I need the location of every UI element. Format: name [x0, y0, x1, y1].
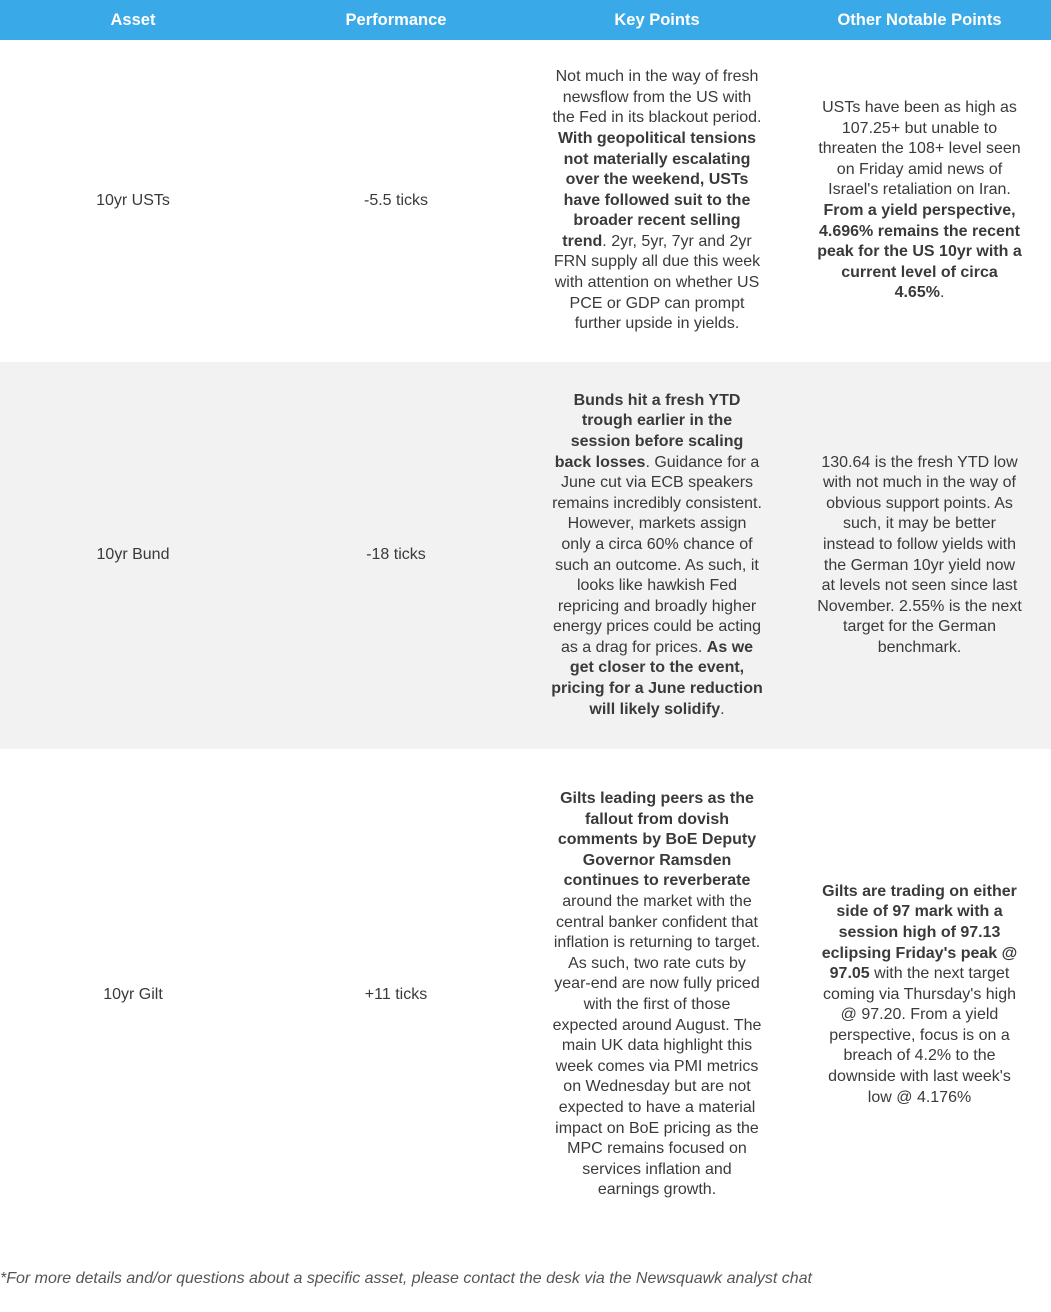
key-points-cell	[526, 40, 788, 362]
header-key-points: Key Points	[526, 0, 788, 40]
key-points-highlight: Bunds hit a fresh YTD trough earlier in the session before scaling back losses	[554, 391, 744, 471]
key-points-text: . Guidance for a June cut via ECB speakers remains incredibly consistent. However, markets assign only a circa 60% chance of such an outcome. As such, it looks like hawkish Fed repricing and broadly higher energy prices could be acting as a drag for prices.	[552, 453, 762, 656]
other-points-text: 130.64 is the fresh YTD low with not much in the way of obvious support points. As such, it may be better instead to follow yields with the German 10yr yield now at levels not seen since last November. 2.55% is the next target for the German benchmark.	[817, 453, 1022, 656]
asset-cell: 10yr USTs	[96, 191, 170, 209]
key-points-highlight: Gilts leading peers as the fallout from dovish comments by BoE Deputy Governor Ramsden continues to reverberate	[557, 790, 757, 890]
table-row	[0, 362, 1051, 749]
key-points-highlight: As we get closer to the event, pricing for a June reduction will likely solidify	[551, 638, 763, 718]
footnote: *For more details and/or questions about a specific asset, please contact the desk via the Newsquawk analyst chat	[0, 1270, 812, 1287]
table-header-row	[0, 0, 1051, 40]
key-points-highlight: With geopolitical tensions not materially escalating over the weekend, USTs have followed suit to the broader recent selling trend	[557, 129, 757, 250]
asset-cell: 10yr Gilt	[0, 749, 266, 1241]
other-points-text: with the next target coming via Thursday's high @ 97.20. From a yield perspective, focus is on a breach of 4.2% to the downside with last week's low @ 4.176%	[822, 965, 1017, 1106]
table-row	[0, 749, 1051, 1241]
key-points-cell	[526, 362, 788, 749]
other-points-highlight: From a yield perspective, 4.696% remains the recent peak for the US 10yr with a current level of circa 4.65%	[817, 202, 1022, 302]
key-points-text: . 2yr, 5yr, 7yr and 2yr FRN supply all due this week with attention on whether US PCE or GDP can prompt further upside in yields.	[553, 232, 761, 333]
other-points-cell	[788, 40, 1051, 362]
key-points-text: around the market with the central banker confident that inflation is returning to target. As such, two rate cuts by year-end are now fully priced with the first of those expected around August. The main UK data highlight this week comes via PMI metrics on Wednesday but are not expected to have a material impact on BoE pricing as the MPC remains focused on services inflation and earnings growth.	[552, 893, 762, 1199]
table-row	[0, 40, 1051, 362]
performance-cell: -18 ticks	[266, 362, 526, 749]
other-points-text: .	[939, 284, 945, 302]
header-performance: Performance	[266, 0, 526, 40]
other-points-cell	[788, 362, 1051, 749]
performance-cell: +11 ticks	[266, 749, 526, 1241]
performance-cell: -5.5 ticks	[363, 191, 428, 209]
key-points-text: .	[720, 700, 725, 718]
other-points-cell	[788, 749, 1051, 1241]
other-points-text: USTs have been as high as 107.25+ but unable to threaten the 108+ level seen on Friday amid news of Israel's retaliation on Iran.	[818, 99, 1021, 199]
key-points-cell	[526, 749, 788, 1241]
key-points-text: Not much in the way of fresh newsflow from the US with the Fed in its blackout period.	[552, 68, 762, 127]
other-points-highlight: Gilts are trading on either side of 97 mark with a session high of 97.13 eclipsing Friday's peak @ 97.05	[821, 882, 1018, 983]
header-asset: Asset	[0, 0, 266, 40]
asset-cell: 10yr Bund	[0, 362, 266, 749]
header-other-notable-points: Other Notable Points	[788, 0, 1051, 40]
